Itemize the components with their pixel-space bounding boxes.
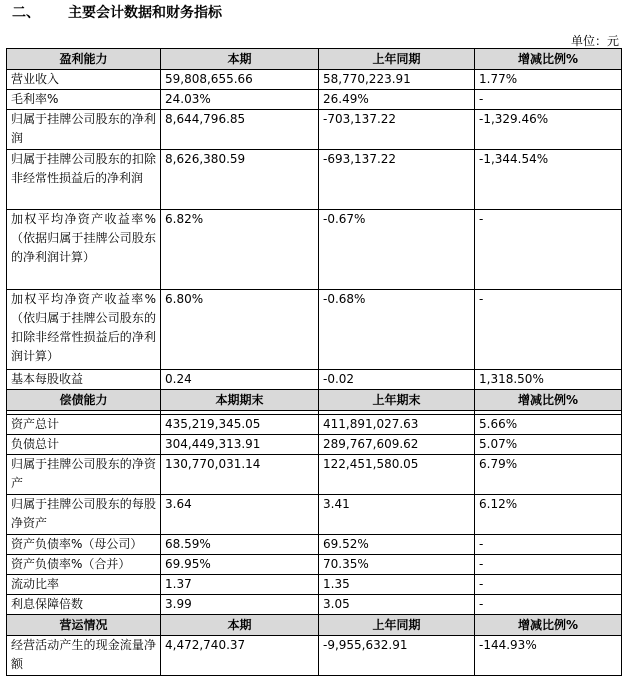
value-prior: 3.05 xyxy=(319,595,475,615)
table-row xyxy=(7,90,622,110)
value-prior: 1.35 xyxy=(319,575,475,595)
row-label: 营业收入 xyxy=(7,70,161,90)
table-row xyxy=(7,110,622,150)
row-label: 利息保障倍数 xyxy=(7,595,161,615)
value-change: 1,318.50% xyxy=(475,370,622,390)
value-current: 304,449,313.91 xyxy=(161,435,319,455)
value-prior: 69.52% xyxy=(319,535,475,555)
table-row xyxy=(7,455,622,495)
value-current: 69.95% xyxy=(161,555,319,575)
value-change: 5.07% xyxy=(475,435,622,455)
value-current: 4,472,740.37 xyxy=(161,636,319,676)
value-prior: -9,955,632.91 xyxy=(319,636,475,676)
row-label: 归属于挂牌公司股东的扣除非经常性损益后的净利润 xyxy=(7,150,161,210)
value-current: 24.03% xyxy=(161,90,319,110)
value-current: 130,770,031.14 xyxy=(161,455,319,495)
value-current: 59,808,655.66 xyxy=(161,70,319,90)
row-label: 毛利率% xyxy=(7,90,161,110)
section-header-row xyxy=(7,49,622,70)
value-current: 6.82% xyxy=(161,210,319,290)
header-change: 增减比例% xyxy=(475,390,622,411)
value-change: 5.66% xyxy=(475,415,622,435)
header-current: 本期期末 xyxy=(161,390,319,411)
financial-table xyxy=(6,48,622,676)
value-change: - xyxy=(475,595,622,615)
value-change: - xyxy=(475,210,622,290)
table-row xyxy=(7,210,622,290)
row-label: 加权平均净资产收益率%（依归属于挂牌公司股东的扣除非经常性损益后的净利润计算） xyxy=(7,290,161,370)
header-category: 盈利能力 xyxy=(7,49,161,70)
section-number: 二、 xyxy=(12,5,40,21)
value-prior: 411,891,027.63 xyxy=(319,415,475,435)
value-prior: -0.67% xyxy=(319,210,475,290)
value-prior: -0.02 xyxy=(319,370,475,390)
section-heading xyxy=(12,2,222,22)
value-current: 435,219,345.05 xyxy=(161,415,319,435)
value-prior: 26.49% xyxy=(319,90,475,110)
value-prior: 3.41 xyxy=(319,495,475,535)
value-prior: -0.68% xyxy=(319,290,475,370)
value-change: 6.79% xyxy=(475,455,622,495)
value-prior: -693,137.22 xyxy=(319,150,475,210)
row-label: 归属于挂牌公司股东的每股净资产 xyxy=(7,495,161,535)
header-change: 增减比例% xyxy=(475,49,622,70)
row-label: 资产负债率%（母公司） xyxy=(7,535,161,555)
header-prior: 上年期末 xyxy=(319,390,475,411)
table-row xyxy=(7,435,622,455)
table-row xyxy=(7,290,622,370)
value-current: 8,644,796.85 xyxy=(161,110,319,150)
value-change: -1,329.46% xyxy=(475,110,622,150)
row-label: 加权平均净资产收益率%（依据归属于挂牌公司股东的净利润计算） xyxy=(7,210,161,290)
value-prior: -703,137.22 xyxy=(319,110,475,150)
row-label: 资产总计 xyxy=(7,415,161,435)
table-row xyxy=(7,415,622,435)
value-change: - xyxy=(475,90,622,110)
section-header-row xyxy=(7,390,622,411)
section-title: 主要会计数据和财务指标 xyxy=(68,5,222,21)
value-current: 6.80% xyxy=(161,290,319,370)
table-row xyxy=(7,150,622,210)
value-current: 8,626,380.59 xyxy=(161,150,319,210)
value-prior: 289,767,609.62 xyxy=(319,435,475,455)
header-prior: 上年同期 xyxy=(319,615,475,636)
value-current: 1.37 xyxy=(161,575,319,595)
value-current: 3.64 xyxy=(161,495,319,535)
table-row xyxy=(7,495,622,535)
header-category: 偿债能力 xyxy=(7,390,161,411)
value-change: - xyxy=(475,290,622,370)
table-row xyxy=(7,595,622,615)
value-current: 68.59% xyxy=(161,535,319,555)
row-label: 资产负债率%（合并） xyxy=(7,555,161,575)
row-label: 流动比率 xyxy=(7,575,161,595)
header-current: 本期 xyxy=(161,49,319,70)
value-change: - xyxy=(475,535,622,555)
value-prior: 70.35% xyxy=(319,555,475,575)
table-row xyxy=(7,535,622,555)
header-change: 增减比例% xyxy=(475,615,622,636)
table-row xyxy=(7,636,622,676)
value-change: 6.12% xyxy=(475,495,622,535)
value-change: 1.77% xyxy=(475,70,622,90)
value-change: - xyxy=(475,575,622,595)
table-row xyxy=(7,575,622,595)
unit-label: 单位：元 xyxy=(570,34,619,48)
row-label: 经营活动产生的现金流量净额 xyxy=(7,636,161,676)
value-change: -144.93% xyxy=(475,636,622,676)
value-current: 3.99 xyxy=(161,595,319,615)
table-row xyxy=(7,555,622,575)
row-label: 基本每股收益 xyxy=(7,370,161,390)
value-change: -1,344.54% xyxy=(475,150,622,210)
header-current: 本期 xyxy=(161,615,319,636)
header-prior: 上年同期 xyxy=(319,49,475,70)
value-current: 0.24 xyxy=(161,370,319,390)
row-label: 负债总计 xyxy=(7,435,161,455)
value-change: - xyxy=(475,555,622,575)
row-label: 归属于挂牌公司股东的净利润 xyxy=(7,110,161,150)
table-row xyxy=(7,70,622,90)
table-row xyxy=(7,370,622,390)
value-prior: 58,770,223.91 xyxy=(319,70,475,90)
value-prior: 122,451,580.05 xyxy=(319,455,475,495)
header-category: 营运情况 xyxy=(7,615,161,636)
row-label: 归属于挂牌公司股东的净资产 xyxy=(7,455,161,495)
section-header-row xyxy=(7,615,622,636)
